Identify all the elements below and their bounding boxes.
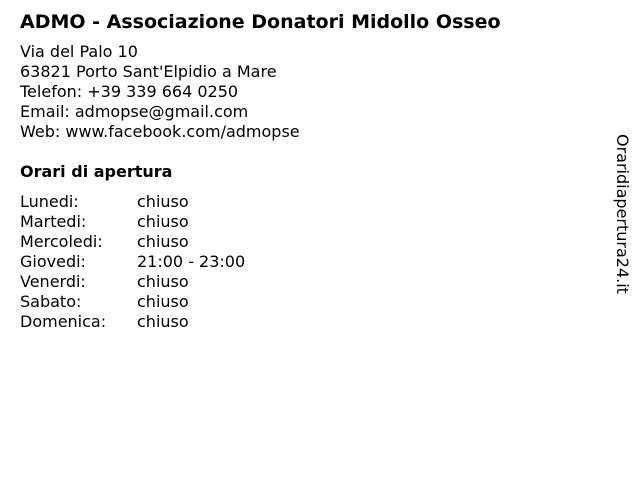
site-watermark: Oraridiapertura24.it [613,134,632,294]
day-label: Giovedi: [20,252,86,271]
day-hours: 21:00 - 23:00 [137,252,246,271]
hours-row-thursday [20,252,245,272]
day-label: Sabato: [20,292,82,311]
hours-row-saturday [20,292,245,312]
day-label: Venerdi: [20,272,86,291]
hours-row-monday [20,192,245,212]
business-contact [20,42,600,142]
opening-hours-table [20,192,245,332]
hours-heading: Orari di apertura [20,162,173,181]
email-address: Email: admopse@gmail.com [20,102,249,121]
business-card [20,10,600,332]
street-address: Via del Palo 10 [20,42,138,61]
phone-number: Telefon: +39 339 664 0250 [20,82,239,101]
hours-row-wednesday [20,232,245,252]
day-hours: chiuso [137,192,189,211]
day-hours: chiuso [137,232,189,251]
day-label: Lunedi: [20,192,79,211]
day-hours: chiuso [137,272,189,291]
hours-row-sunday [20,312,245,332]
hours-row-tuesday [20,212,245,232]
day-hours: chiuso [137,292,189,311]
day-label: Martedi: [20,212,87,231]
day-label: Mercoledi: [20,232,103,251]
website: Web: www.facebook.com/admopse [20,122,300,141]
day-hours: chiuso [137,212,189,231]
hours-row-friday [20,272,245,292]
day-hours: chiuso [137,312,189,331]
business-name: ADMO - Associazione Donatori Midollo Osseo [20,11,501,33]
day-label: Domenica: [20,312,107,331]
city-address: 63821 Porto Sant'Elpidio a Mare [20,62,277,81]
